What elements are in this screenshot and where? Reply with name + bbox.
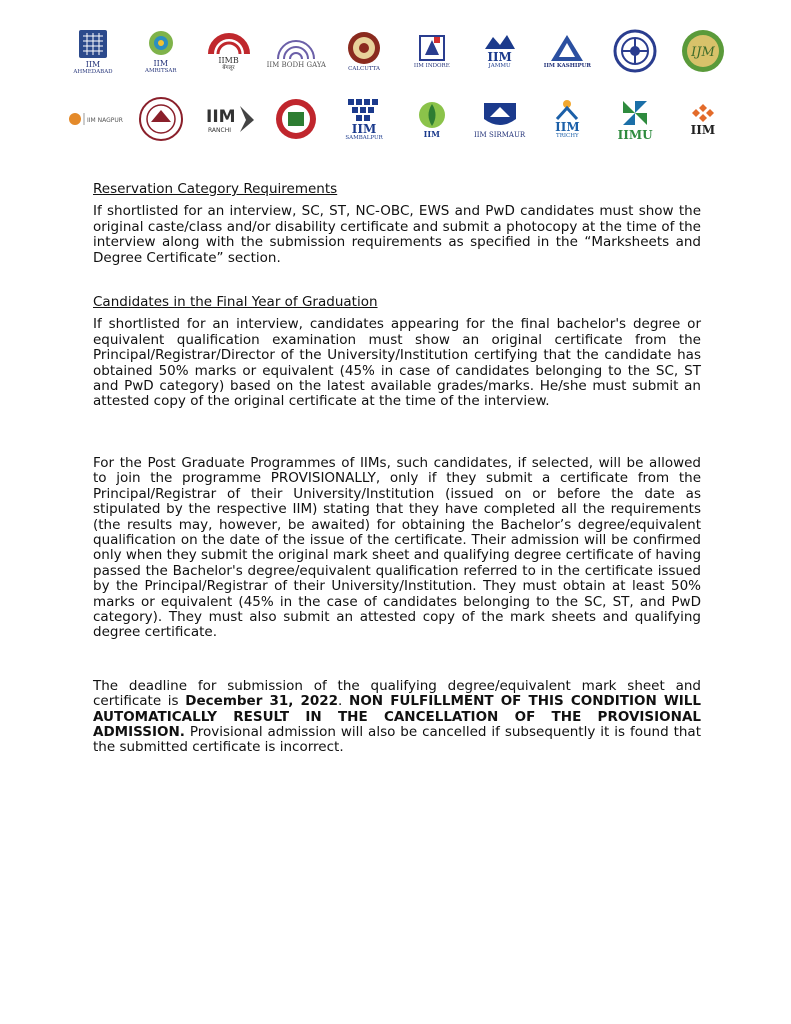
section-heading-final-year: Candidates in the Final Year of Graduation [93, 294, 378, 311]
logo-label: IIM [205, 107, 236, 127]
logo-sublabel: JAMMU [488, 63, 511, 69]
iim-nagpur-logo [62, 90, 124, 148]
iim-lucknow-logo [672, 22, 734, 80]
iim-amritsar-logo [130, 22, 192, 80]
iim-ahmedabad-logo [62, 22, 124, 80]
deadline-warning: NON FULFILLMENT OF THIS CONDITION WILL AUTOMATICALLY RESULT IN THE CANCELLATION OF THE PROVISIONAL ADMISSION. [93, 693, 701, 740]
deadline-intro: The deadline for submission of the qualifying degree/equivalent mark sheet and certificate is [93, 677, 701, 710]
logo-label: IIMU [617, 128, 653, 142]
iim-trichy-logo [536, 90, 598, 148]
iim-udaipur-logo [604, 90, 666, 148]
document-body [93, 182, 701, 756]
iim-indore-logo [401, 22, 463, 80]
deadline-date: December 31, 2022 [185, 693, 339, 710]
logo-label: IIM [423, 128, 440, 139]
logo-label: IIM SIRMAUR [474, 130, 526, 139]
final-year-paragraph-2: For the Post Graduate Programmes of IIMs, such candidates, if selected, will be allowed to join the programme PROVISIONALLY, only if they submit a certificate from the Principal/Registrar of their University/Institution (issued on or before the date as stipulated by the respective IIM) stating that they have completed all the requirements (the results may, however, be awaited) for obtaining the Bachelor’s degree/equivalent qualification on the date of the issue of the certificate. Their admission will be confirmed only when they submit the original mark sheet and qualifying degree certificate of having passed the Bachelor's degree/equivalent qualification referred to in the certificate issued by the Principal/Registrar of their University/Institution. They must obtain at least 50% marks or equivalent (45% in the case of candidates belonging to the SC, ST, and PwD category). They must also submit an attested copy of the mark sheets and qualifying degree certificate. [93, 454, 702, 641]
iim-rohtak-logo [265, 90, 327, 148]
deadline-rest: Provisional admission will also be cancelled if subsequently it is found that the submitted certificate is incorrect. [93, 723, 701, 756]
logo-label: IIM [487, 50, 512, 64]
logo-label: IJM [691, 45, 715, 60]
logo-label: IIM [555, 120, 580, 134]
section-heading-reservation: Reservation Category Requirements [93, 181, 338, 197]
logo-sublabel: CALCUTTA [348, 66, 380, 72]
logo-label: IIM BODH GAYA [266, 60, 326, 69]
iim-visakhapatnam-logo [672, 90, 734, 148]
logo-sublabel: AHMEDABAD [73, 68, 113, 75]
logo-label: IIM NAGPUR [87, 117, 123, 124]
iim-kashipur-logo [536, 22, 598, 80]
iim-raipur-logo [130, 90, 192, 148]
iim-bangalore-logo [198, 22, 260, 80]
logo-row-2 [62, 88, 734, 150]
iim-bodh-gaya-logo [265, 22, 327, 80]
deadline-paragraph [93, 679, 701, 756]
logo-label: IIM INDORE [413, 63, 450, 69]
iim-calcutta-logo [333, 22, 395, 80]
logo-label: IIM [351, 122, 377, 136]
logo-label: IIMB [218, 55, 239, 65]
logo-sublabel: SAMBALPUR [345, 135, 383, 141]
iim-logo-banner [62, 20, 734, 150]
iim-shillong-logo [401, 90, 463, 148]
iim-sambalpur-logo [333, 90, 395, 148]
logo-sublabel: RANCHI [207, 127, 231, 134]
logo-row-1 [62, 20, 734, 82]
logo-label: IIM [85, 59, 101, 69]
logo-label: IIM [690, 123, 716, 137]
iim-sirmaur-logo [469, 90, 531, 148]
logo-label: IIM KASHIPUR [543, 63, 591, 69]
iim-jammu-logo [469, 22, 531, 80]
iim-ranchi-logo [198, 90, 260, 148]
logo-sublabel: AMRITSAR [145, 67, 177, 74]
reservation-paragraph: If shortlisted for an interview, SC, ST, NC-OBC, EWS and PwD candidates must show the original caste/class and/or disability certificate and submit a photocopy at the time of the interview along with the submission requirements as specified in the “Marksheets and Degree Certificate” section. [93, 203, 701, 266]
final-year-paragraph-1: If shortlisted for an interview, candidates appearing for the final bachelor's degree or equivalent qualification examination must show an original certificate from the Principal/Registrar/Director of the University/Institution certifying that the candidate has obtained 50% marks or equivalent (45% in case of candidates belonging to the SC, ST and PwD category) based on the latest available grades/marks. He/she must submit an attested copy of the original certificate at the time of the interview. [93, 316, 701, 410]
deadline-dot: . [338, 693, 350, 710]
logo-sublabel: बेंगलूर [222, 64, 235, 71]
logo-sublabel: TRICHY [556, 133, 579, 139]
iim-kozhikode-logo [604, 22, 666, 80]
logo-label: IIM [153, 58, 169, 68]
